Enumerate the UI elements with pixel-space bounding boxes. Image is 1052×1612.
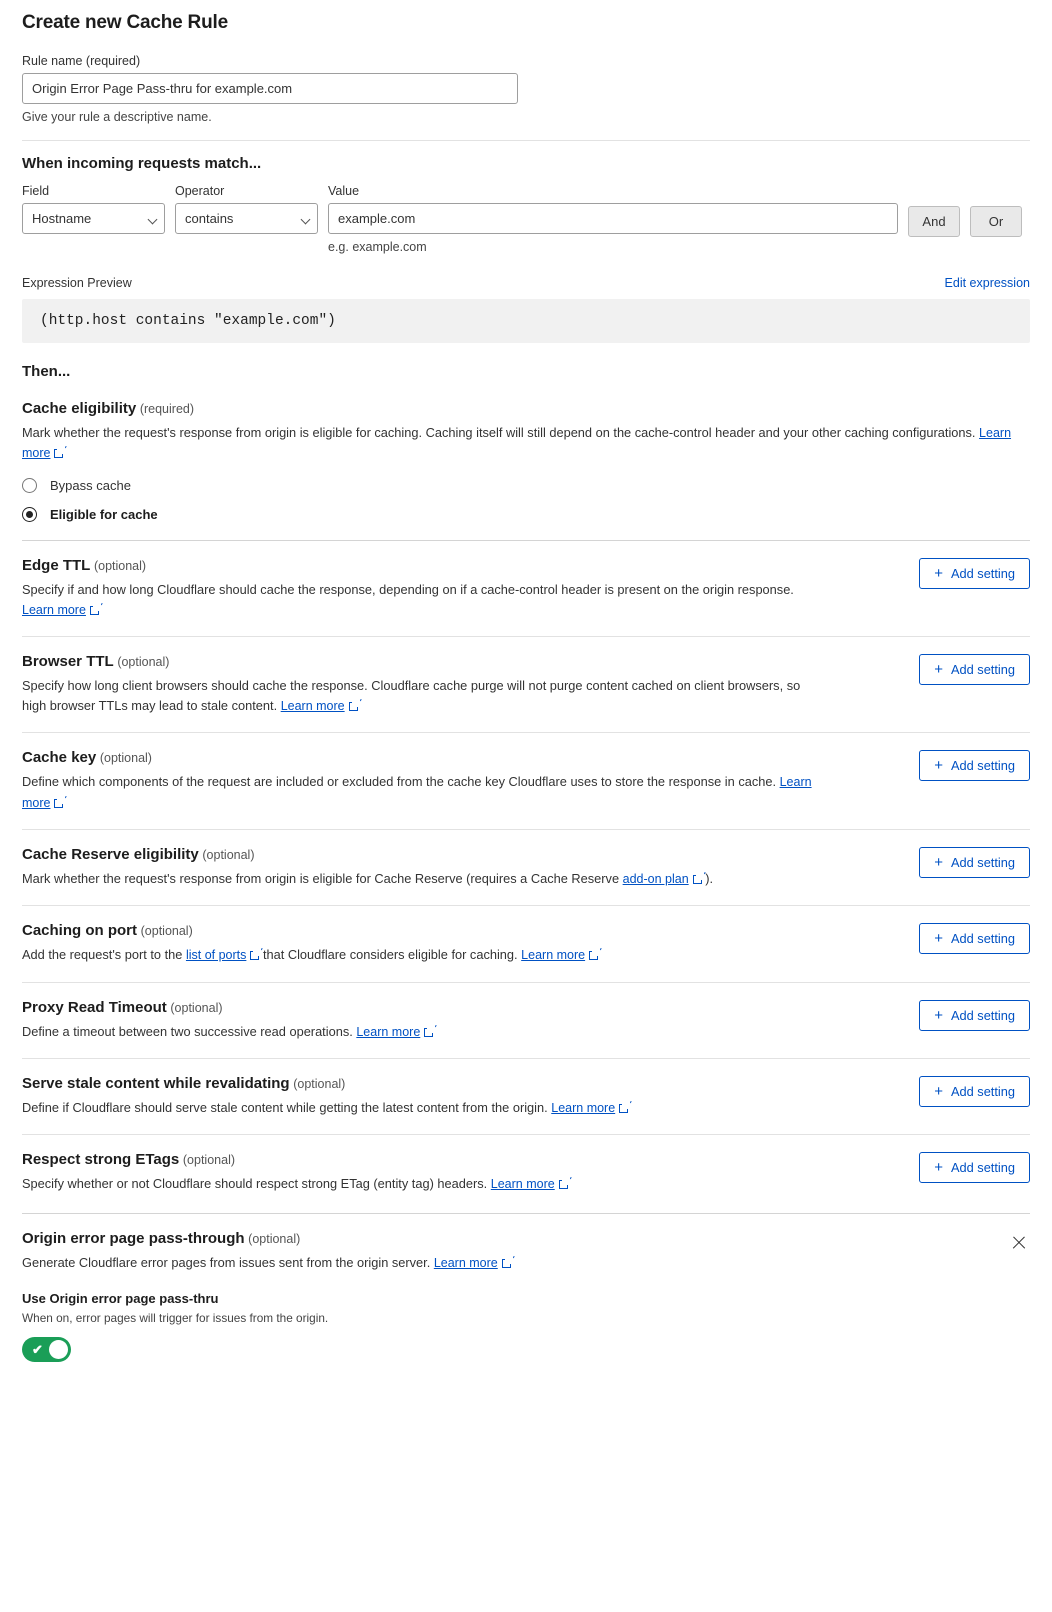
setting-description-text: Define which components of the request are included or excluded from the cache key Cloudflare uses to store the response in cache. [22, 774, 777, 790]
setting-optional: (optional) [182, 1153, 236, 1168]
field-select-value: Hostname [32, 211, 92, 226]
setting-title: Origin error page pass-through [22, 1229, 245, 1247]
setting-description [22, 1174, 852, 1194]
setting-title: Edge TTL [22, 556, 91, 574]
setting-cache-reserve-eligibility [22, 830, 1030, 889]
setting-cache-key [22, 733, 1030, 813]
setting-optional: (optional) [99, 751, 152, 766]
external-link-icon [693, 875, 702, 884]
add-setting-label: Add setting [950, 565, 1015, 581]
external-link-icon [589, 951, 598, 960]
setting-title: Serve stale content while revalidating [22, 1075, 290, 1093]
divider [22, 140, 1030, 141]
setting-description-text: Specify whether or not Cloudflare should respect strong ETag (entity tag) headers. [22, 1176, 488, 1192]
radio-icon-selected[interactable] [22, 507, 37, 522]
external-link-icon [54, 449, 63, 458]
add-setting-label: Add setting [950, 1160, 1015, 1176]
learn-more-link[interactable]: Learn more [22, 602, 86, 617]
setting-optional: (optional) [93, 558, 147, 573]
setting-description-text: Mark whether the request's response from origin is eligible for Cache Reserve (requires a Cache Reserve [22, 870, 620, 886]
setting-title-row [22, 999, 899, 1016]
setting-description [22, 869, 852, 889]
external-link-icon [90, 606, 99, 615]
plus-icon: + [934, 1159, 943, 1177]
setting-title-row [22, 1075, 899, 1092]
remove-setting-close-icon[interactable] [1008, 1232, 1030, 1254]
setting-description-tail: ). [705, 870, 714, 886]
setting-title: Cache key [22, 749, 97, 767]
rule-name-group [22, 54, 1030, 124]
value-label: Value [328, 184, 360, 198]
plus-icon: + [934, 1006, 943, 1024]
add-setting-button[interactable] [919, 558, 1030, 589]
setting-description [22, 945, 852, 965]
field-label: Field [22, 184, 50, 198]
check-icon: ✔ [32, 1342, 43, 1358]
setting-description-text: Specify how long client browsers should cache the response. Cloudflare cache purge will not purge content cached on client browsers, so high browser TTLs may lead to stale content. [22, 677, 801, 713]
setting-title: Browser TTL [22, 652, 114, 670]
setting-title-row [22, 846, 899, 863]
plus-icon: + [934, 853, 943, 871]
setting-optional: (optional) [140, 924, 193, 939]
toggle-description: When on, error pages will trigger for issues from the origin. [22, 1311, 329, 1326]
setting-optional: (optional) [117, 654, 170, 669]
setting-optional: (optional) [202, 847, 255, 862]
matcher-row [22, 184, 1030, 254]
add-on-plan-link[interactable]: add-on plan [622, 871, 689, 886]
setting-title-row [22, 1230, 988, 1247]
setting-description-text: Specify if and how long Cloudflare should cache the response, depending on if a cache-control header is present on the origin response. [22, 581, 794, 597]
operator-select-value: contains [185, 211, 234, 226]
setting-title: Cache Reserve eligibility [22, 845, 199, 863]
cache-eligibility-required: (required) [139, 402, 195, 416]
external-link-icon [424, 1028, 433, 1037]
toggle-knob [49, 1340, 68, 1359]
radio-option-bypass-cache[interactable] [22, 478, 1030, 493]
origin-error-page-toggle[interactable] [22, 1337, 71, 1362]
setting-description [22, 772, 822, 813]
setting-title-row [22, 653, 899, 670]
list-of-ports-link[interactable]: list of ports [185, 948, 247, 963]
learn-more-link[interactable]: Learn more [22, 775, 812, 810]
external-link-icon [502, 1259, 511, 1268]
learn-more-link[interactable]: Learn more [22, 426, 1012, 461]
add-setting-button[interactable] [919, 654, 1030, 685]
setting-caching-on-port [22, 906, 1030, 965]
operator-label: Operator [175, 184, 225, 198]
setting-title-row [22, 557, 899, 574]
setting-origin-error-page-pass-through [22, 1214, 1030, 1362]
cache-eligibility-description [22, 423, 1012, 464]
cache-eligibility-title-row [22, 400, 1030, 417]
learn-more-link[interactable]: Learn more [521, 948, 586, 963]
radio-label-bypass-cache: Bypass cache [50, 477, 131, 493]
setting-serve-stale-content [22, 1059, 1030, 1118]
or-button[interactable]: Or [970, 206, 1022, 237]
external-link-icon [619, 1104, 628, 1113]
learn-more-link[interactable]: Learn more [280, 698, 345, 713]
field-select[interactable] [22, 203, 165, 234]
add-setting-button[interactable] [919, 1000, 1030, 1031]
setting-description [22, 1098, 852, 1118]
add-setting-button[interactable] [919, 1076, 1030, 1107]
setting-description-text: Generate Cloudflare error pages from issues sent from the origin server. [22, 1254, 431, 1270]
setting-title-row [22, 922, 899, 939]
learn-more-link[interactable]: Learn more [490, 1177, 555, 1192]
setting-browser-ttl [22, 637, 1030, 716]
plus-icon: + [934, 930, 943, 948]
setting-title-row [22, 1151, 899, 1168]
setting-optional: (optional) [170, 1000, 223, 1015]
external-link-icon [54, 799, 63, 808]
learn-more-link[interactable]: Learn more [433, 1255, 498, 1270]
setting-description-text: Define a timeout between two successive read operations. [22, 1023, 353, 1039]
setting-optional: (optional) [293, 1077, 346, 1092]
add-setting-label: Add setting [950, 661, 1015, 677]
expression-header [22, 276, 1030, 290]
setting-description [22, 1253, 852, 1273]
add-setting-button[interactable] [919, 1152, 1030, 1183]
add-setting-button[interactable] [919, 923, 1030, 954]
operator-select[interactable] [175, 203, 318, 234]
setting-proxy-read-timeout [22, 983, 1030, 1042]
radio-option-eligible-for-cache[interactable] [22, 507, 1030, 522]
plus-icon: + [934, 660, 943, 678]
setting-description [22, 580, 822, 620]
learn-more-link[interactable]: Learn more [356, 1024, 421, 1039]
radio-icon[interactable] [22, 478, 37, 493]
rule-name-input[interactable] [22, 73, 518, 104]
setting-description-text: Define if Cloudflare should serve stale content while getting the latest content from the origin. [22, 1100, 548, 1116]
edit-expression-link[interactable]: Edit expression [944, 276, 1030, 290]
plus-icon: + [934, 757, 943, 775]
setting-description-tail: that Cloudflare considers eligible for caching. [262, 947, 518, 963]
external-link-icon [559, 1180, 568, 1189]
add-setting-label: Add setting [950, 1007, 1015, 1023]
learn-more-link[interactable]: Learn more [551, 1101, 616, 1116]
cache-eligibility-section [22, 400, 1030, 522]
add-setting-button[interactable] [919, 750, 1030, 781]
setting-title: Proxy Read Timeout [22, 998, 167, 1016]
add-setting-label: Add setting [950, 854, 1015, 870]
and-button[interactable]: And [908, 206, 960, 237]
setting-description [22, 1022, 852, 1042]
expression-preview-box: (http.host contains "example.com") [22, 299, 1030, 343]
radio-label-eligible-for-cache: Eligible for cache [50, 506, 158, 522]
setting-respect-strong-etags [22, 1135, 1030, 1194]
rule-name-label: Rule name (required) [22, 54, 141, 68]
cache-eligibility-description-text: Mark whether the request's response from origin is eligible for caching. Caching itself will still depend on the cache-control header and your other caching configurations. [22, 425, 976, 440]
plus-icon: + [934, 1083, 943, 1101]
then-heading: Then... [22, 363, 71, 380]
add-setting-label: Add setting [950, 1084, 1015, 1100]
page-title: Create new Cache Rule [22, 12, 228, 33]
plus-icon: + [934, 564, 943, 582]
match-section-heading: When incoming requests match... [22, 155, 262, 172]
add-setting-label: Add setting [950, 758, 1015, 774]
setting-edge-ttl [22, 541, 1030, 620]
setting-description-text: Add the request's port to the [22, 947, 183, 963]
external-link-icon [349, 702, 358, 711]
value-input[interactable] [328, 203, 898, 234]
add-setting-label: Add setting [950, 931, 1015, 947]
setting-title: Respect strong ETags [22, 1151, 180, 1169]
expression-preview-label: Expression Preview [22, 276, 132, 290]
toggle-title: Use Origin error page pass-thru [22, 1291, 219, 1307]
setting-optional: (optional) [248, 1231, 301, 1246]
add-setting-button[interactable] [919, 847, 1030, 878]
rule-name-hint: Give your rule a descriptive name. [22, 110, 212, 124]
setting-title: Caching on port [22, 922, 137, 940]
setting-title-row [22, 749, 899, 766]
external-link-icon [250, 951, 259, 960]
setting-description [22, 676, 822, 716]
cache-eligibility-title: Cache eligibility [22, 400, 137, 417]
value-hint: e.g. example.com [328, 240, 427, 254]
